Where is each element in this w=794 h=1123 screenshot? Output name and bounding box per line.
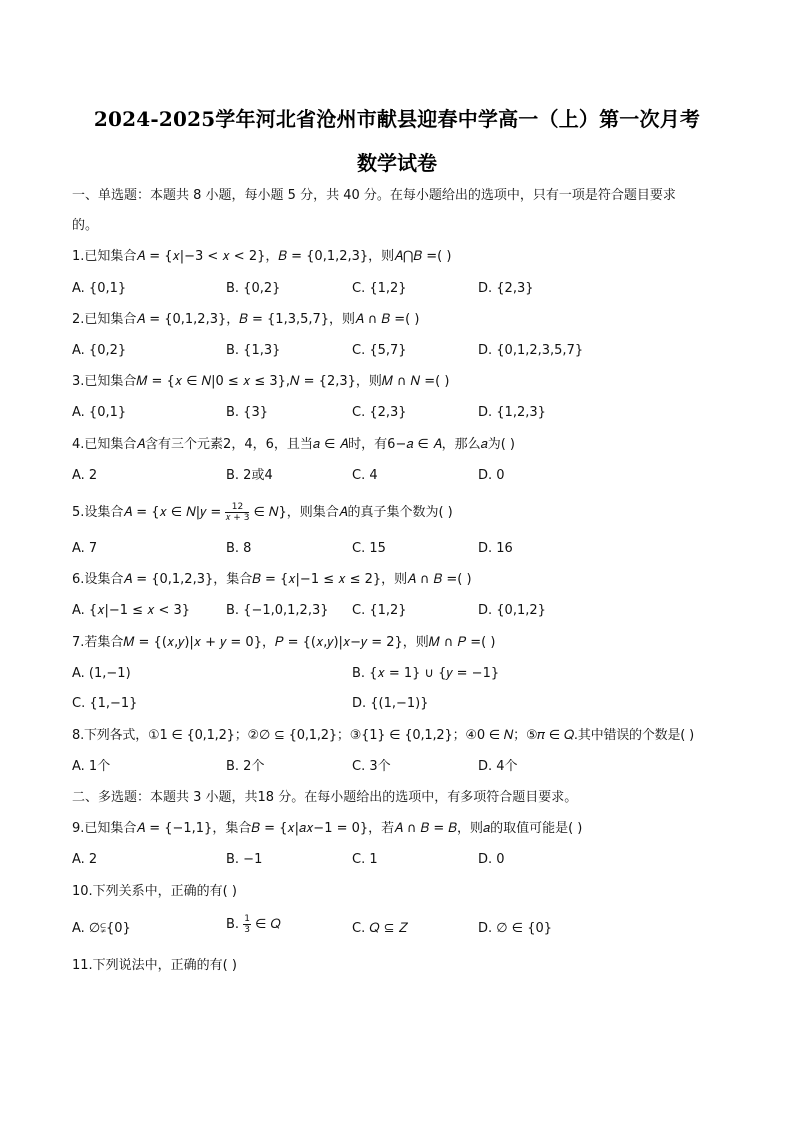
question-2: 2.已知集合𝐴 = {0,1,2,3}，𝐵 = {1,3,5,7}，则𝐴 ∩ 𝐵 =( ) xyxy=(72,312,420,327)
section1-heading: 一、单选题：本题共 8 小题，每小题 5 分，共 40 分。在每小题给出的选项中，只有一项是符合题目要求 xyxy=(72,188,676,203)
q1-option-d: D. {2,3} xyxy=(478,281,534,296)
q9-option-a: A. 2 xyxy=(72,852,98,867)
q6-option-a: A. {𝑥|−1 ≤ 𝑥 < 3} xyxy=(72,603,191,618)
q5-option-b: B. 8 xyxy=(226,541,252,556)
q6-option-d: D. {0,1,2} xyxy=(478,603,546,618)
q5-option-c: C. 15 xyxy=(352,541,386,556)
q1-option-c: C. {1,2} xyxy=(352,281,407,296)
q3-option-b: B. {3} xyxy=(226,405,268,420)
q5-stem-pre: 5.设集合𝐴 = {𝑥 ∈ 𝑁|𝑦 = xyxy=(72,505,222,520)
q8-option-c: C. 3个 xyxy=(352,759,391,774)
q8-option-b: B. 2个 xyxy=(226,759,265,774)
question-10: 10.下列关系中，正确的有( ) xyxy=(72,884,237,899)
question-8: 8.下列各式，①1 ∈ {0,1,2}；②∅ ⊆ {0,1,2}；③{1} ∈ {0,1,2}；④0 ∈ 𝑁；⑤𝜋 ∈ 𝑄.其中错误的个数是( ) xyxy=(72,728,694,743)
q9-option-c: C. 1 xyxy=(352,852,378,867)
q5-fraction xyxy=(225,502,249,523)
q1-option-a: A. {0,1} xyxy=(72,281,127,296)
exam-title: 2024-2025学年河北省沧州市献县迎春中学高一（上）第一次月考 xyxy=(93,107,701,131)
question-3: 3.已知集合𝑀 = {𝑥 ∈ 𝑁|0 ≤ 𝑥 ≤ 3},𝑁 = {2,3}，则𝑀 ∩ 𝑁 =( ) xyxy=(72,374,450,389)
q5-stem-post: ∈ 𝑁}，则集合𝐴的真子集个数为( ) xyxy=(253,505,453,520)
q3-option-a: A. {0,1} xyxy=(72,405,127,420)
q6-option-c: C. {1,2} xyxy=(352,603,407,618)
q3-option-c: C. {2,3} xyxy=(352,405,407,420)
q7-option-d: D. {(1,−1)} xyxy=(352,696,429,711)
question-9: 9.已知集合𝐴 = {−1,1}，集合𝐵 = {𝑥|𝑎𝑥−1 = 0}，若𝐴 ∩ 𝐵 = 𝐵，则𝑎的取值可能是( ) xyxy=(72,821,583,836)
q9-option-b: B. −1 xyxy=(226,852,263,867)
q10-option-b-rest: ∈ 𝑄 xyxy=(255,917,281,932)
q4-option-d: D. 0 xyxy=(478,468,505,483)
question-7: 7.若集合𝑀 = {(𝑥,𝑦)|𝑥 + 𝑦 = 0}，𝑃 = {(𝑥,𝑦)|𝑥−𝑦 = 2}，则𝑀 ∩ 𝑃 =( ) xyxy=(72,635,496,650)
q2-option-c: C. {5,7} xyxy=(352,343,407,358)
q5-option-d: D. 16 xyxy=(478,541,513,556)
q10-option-b-fraction xyxy=(243,914,251,935)
q5-option-a: A. 7 xyxy=(72,541,98,556)
q2-option-a: A. {0,2} xyxy=(72,343,127,358)
q2-option-b: B. {1,3} xyxy=(226,343,281,358)
q4-option-a: A. 2 xyxy=(72,468,98,483)
q4-option-c: C. 4 xyxy=(352,468,378,483)
q5-fraction-numerator: 12 xyxy=(225,502,249,513)
q8-option-a: A. 1个 xyxy=(72,759,111,774)
section1-heading-cont: 的。 xyxy=(72,218,99,233)
q2-option-d: D. {0,1,2,3,5,7} xyxy=(478,343,584,358)
q10-option-a: A. ∅⫋{0} xyxy=(72,921,131,936)
question-11: 11.下列说法中，正确的有( ) xyxy=(72,958,237,973)
q5-fraction-denominator: 𝑥 + 3 xyxy=(225,513,250,523)
q1-option-b: B. {0,2} xyxy=(226,281,281,296)
q7-option-a: A. (1,−1) xyxy=(72,666,131,681)
q10-option-b-denominator: 3 xyxy=(244,925,250,935)
question-4: 4.已知集合𝐴含有三个元素2，4，6，且当𝑎 ∈ 𝐴时，有6−𝑎 ∈ 𝐴，那么𝑎为( ) xyxy=(72,437,515,452)
q8-option-d: D. 4个 xyxy=(478,759,518,774)
q10-option-b xyxy=(226,914,281,935)
q4-option-b: B. 2或4 xyxy=(226,468,273,483)
question-1: 1.已知集合𝐴 = {𝑥|−3 < 𝑥 < 2}，𝐵 = {0,1,2,3}，则𝐴⋂𝐵 =( ) xyxy=(72,249,452,264)
q10-option-b-numerator: 1 xyxy=(244,914,250,924)
q6-option-b: B. {−1,0,1,2,3} xyxy=(226,603,329,618)
q10-option-b-label: B. xyxy=(226,917,240,932)
q9-option-d: D. 0 xyxy=(478,852,505,867)
q7-option-b: B. {𝑥 = 1} ∪ {𝑦 = −1} xyxy=(352,666,500,681)
q10-option-c: C. 𝑄 ⊆ 𝑍 xyxy=(352,921,407,936)
q7-option-c: C. {1,−1} xyxy=(72,696,138,711)
q10-option-d: D. ∅ ∈ {0} xyxy=(478,921,553,936)
exam-subtitle: 数学试卷 xyxy=(357,151,437,175)
question-6: 6.设集合𝐴 = {0,1,2,3}，集合𝐵 = {𝑥|−1 ≤ 𝑥 ≤ 2}，则𝐴 ∩ 𝐵 =( ) xyxy=(72,572,472,587)
section2-heading: 二、多选题：本题共 3 小题，共18 分。在每小题给出的选项中，有多项符合题目要求。 xyxy=(72,790,578,805)
q3-option-d: D. {1,2,3} xyxy=(478,405,546,420)
question-5 xyxy=(72,502,453,523)
